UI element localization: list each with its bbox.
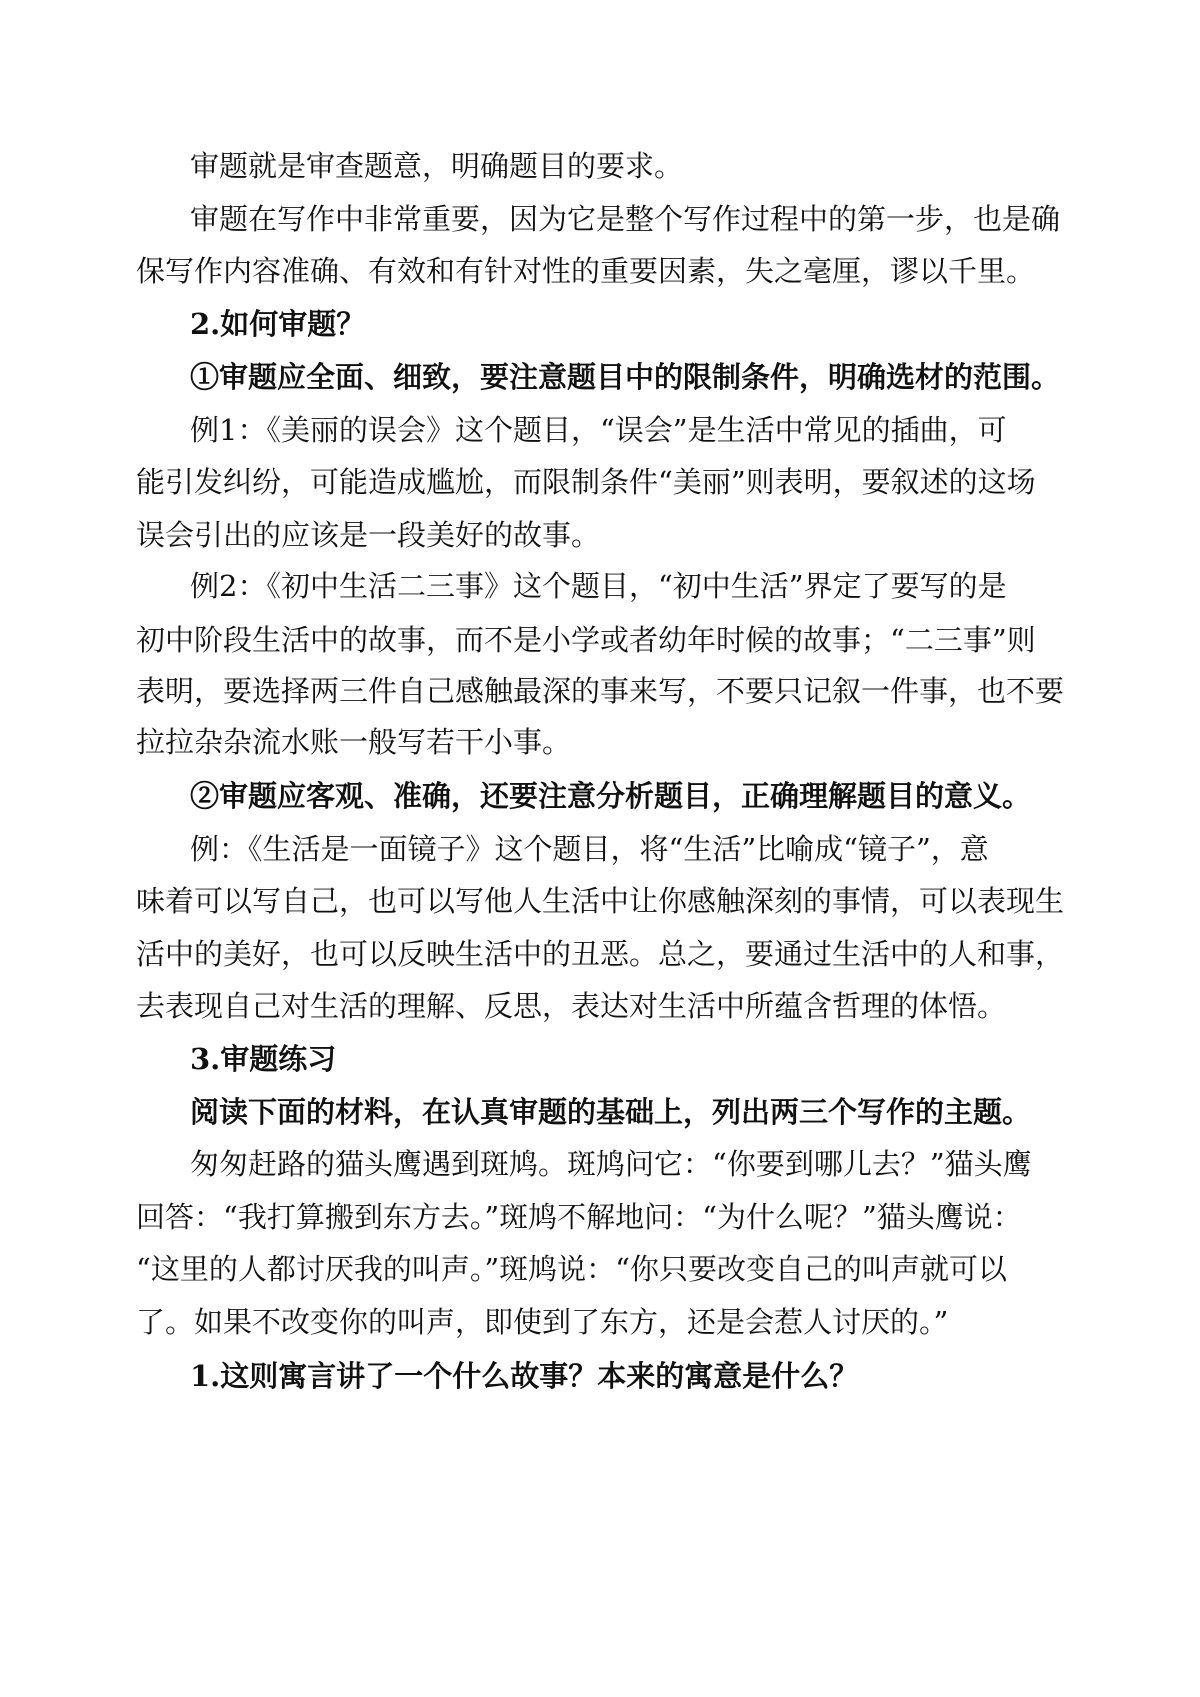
example-3-line-3: 活中的美好，也可以反映生活中的丑恶。总之，要通过生活中的人和事，: [136, 937, 1065, 971]
paragraph-importance-line-1: 审题在写作中非常重要，因为它是整个写作过程中的第一步，也是确: [190, 202, 1061, 236]
example-1-line-1: 例1：《美丽的误会》这个题目，“误会”是生活中常见的插曲，可: [190, 413, 1007, 447]
example-3-line-2: 味着可以写自己，也可以写他人生活中让你感触深刻的事情，可以表现生: [136, 884, 1065, 918]
example-1-line-2: 能引发纠纷，可能造成尴尬，而限制条件“美丽”则表明，要叙述的这场: [136, 465, 1036, 499]
question-1: 1.这则寓言讲了一个什么故事？本来的寓意是什么？: [190, 1359, 859, 1393]
example-2-line-2: 初中阶段生活中的故事，而不是小学或者幼年时候的故事；“二三事”则: [136, 623, 1036, 657]
example-2-line-4: 拉拉杂杂流水账一般写若干小事。: [136, 725, 572, 759]
example-1-line-3: 误会引出的应该是一段美好的故事。: [136, 518, 601, 552]
practice-instruction: 阅读下面的材料，在认真审题的基础上，列出两三个写作的主题。: [190, 1095, 1032, 1129]
fable-line-3: “这里的人都讨厌我的叫声。”斑鸠说：“你只要改变自己的叫声就可以: [136, 1252, 1007, 1286]
paragraph-definition: 审题就是审查题意，明确题目的要求。: [190, 149, 684, 183]
section-heading-practice: 3.审题练习: [190, 1042, 337, 1076]
point-2-heading: ②审题应客观、准确，还要注意分析题目，正确理解题目的意义。: [190, 779, 1032, 813]
section-heading-how-to: 2.如何审题？: [190, 307, 366, 341]
fable-line-1: 匆匆赶路的猫头鹰遇到斑鸠。斑鸠问它：“你要到哪儿去？”猫头鹰: [190, 1147, 1032, 1181]
paragraph-importance-line-2: 保写作内容准确、有效和有针对性的重要因素，失之毫厘，谬以千里。: [136, 254, 1036, 288]
example-3-line-1: 例：《生活是一面镜子》这个题目，将“生活”比喻成“镜子”，意: [190, 832, 989, 866]
example-2-line-1: 例2：《初中生活二三事》这个题目，“初中生活”界定了要写的是: [190, 569, 1007, 603]
example-3-line-4: 去表现自己对生活的理解、反思，表达对生活中所蕴含哲理的体悟。: [136, 989, 1007, 1023]
fable-line-2: 回答：“我打算搬到东方去。”斑鸠不解地问：“为什么呢？”猫头鹰说：: [136, 1200, 1022, 1234]
example-2-line-3: 表明，要选择两三件自己感触最深的事来写，不要只记叙一件事，也不要: [136, 674, 1065, 708]
fable-line-4: 了。如果不改变你的叫声，即使到了东方，还是会惹人讨厌的。”: [136, 1305, 949, 1339]
point-1-heading: ①审题应全面、细致，要注意题目中的限制条件，明确选材的范围。: [190, 360, 1061, 394]
